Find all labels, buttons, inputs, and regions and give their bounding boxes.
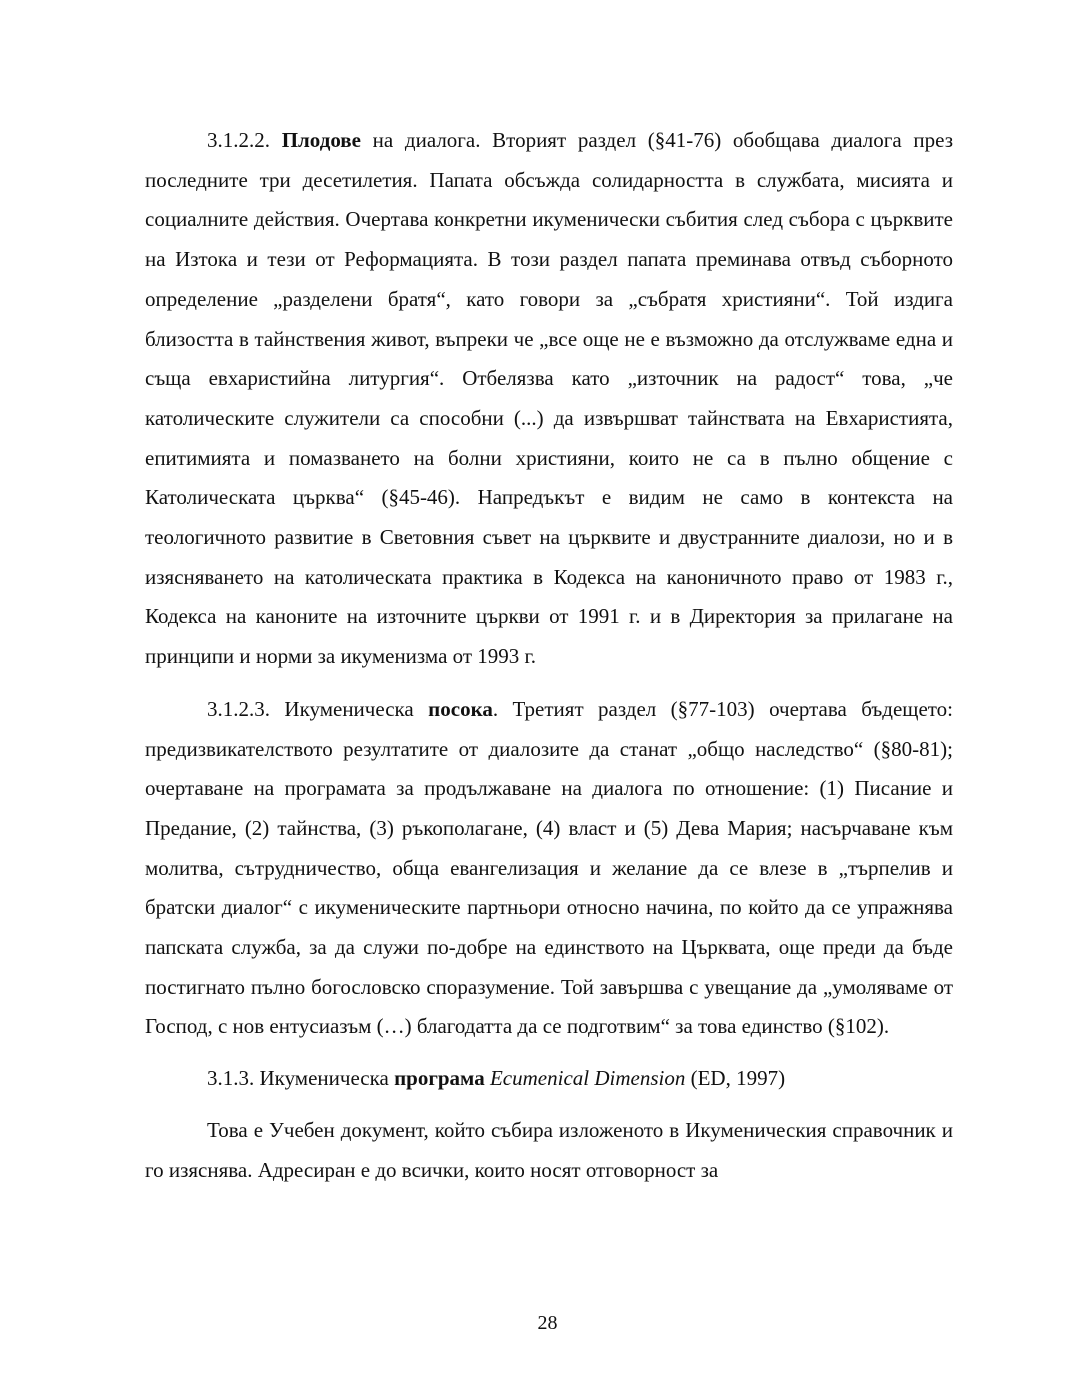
page-number: 28	[537, 1312, 558, 1334]
document-page	[145, 121, 953, 1190]
section-heading-3-1-3	[145, 1059, 953, 1099]
paragraph-text: Това е Учебен документ, който събира изложеното в Икуменическия справочник и го изяснява. Адресиран е до всички, които носят отговорност за	[145, 1117, 953, 1182]
section-number: 3.1.2.3. Икуменическа	[207, 696, 414, 721]
paragraph-text: на диалога. Вторият раздел (§41-76) обобщава диалога през последните три десетилетия. Папата обсъжда солидарността в службата, мисията и социалните действия. Очертава конкретни икуменически събития след събора с църквите на Изтока и тези от Реформацията. В този раздел папата преминава отвъд съборното определение „разделени братя“, като говори за „събратя християни“. Той издига близостта в тайнствения живот, въпреки че „все още не е възможно да отслужваме една и съща евхаристийна литургия“. Отбелязва като „източник на радост“ това, „че католическите служители са способни (...) да извършват тайнствата на Евхаристията, епитимията и помазването на болни християни, които не са в пълно общение с Католическата църква“ (§45-46). Напредъкът е видим не само в контекста на теологичното развитие в Световния съвет на църквите и двустранните диалози, но и в изясняването на католическата практика в Кодекса на каноничното право от 1983 г., Кодекса на каноните на източните църкви от 1991 г. и в Директория за прилагане на принципи и норми за икуменизма от 1993 г.	[145, 128, 954, 669]
section-keyword: посока	[428, 696, 493, 721]
section-keyword: Плодове	[281, 128, 361, 152]
paragraph-section-3-1-2-3	[145, 690, 953, 1047]
paragraph-text: . Третият раздел (§77-103) очертава бъдещето: предизвикателството резултатите от диалозите да станат „общо наследство“ (§80-81); очертаване на програмата за продължаване на диалога по отношение: (1) Писание и Предание, (2) тайнства, (3) ръкополагане, (4) власт и (5) Дева Мария; насърчаване към молитва, сътрудничество, обща евангелизация и желание да се влезе в „търпелив и братски диалог“ с икуменическите партньори относно начина, по който да се упражнява папската служба, за да служи по-добре на единството на Църквата, още преди да бъде постигнато пълно богословско споразумение. Той завършва с увещание да „умоляваме от Господ, с нов ентусиазъм (…) благодатта да се подготвим“ за това единство (§102).	[145, 696, 954, 1039]
section-number: 3.1.3. Икуменическа	[207, 1066, 389, 1091]
section-keyword: програма	[394, 1066, 485, 1091]
document-title: Ecumenical Dimension	[489, 1066, 686, 1091]
section-number: 3.1.2.2.	[207, 128, 270, 152]
paragraph-section-3-1-2-2	[145, 121, 953, 677]
document-abbreviation: (ED, 1997)	[690, 1066, 786, 1091]
paragraph-intro	[145, 1111, 953, 1190]
